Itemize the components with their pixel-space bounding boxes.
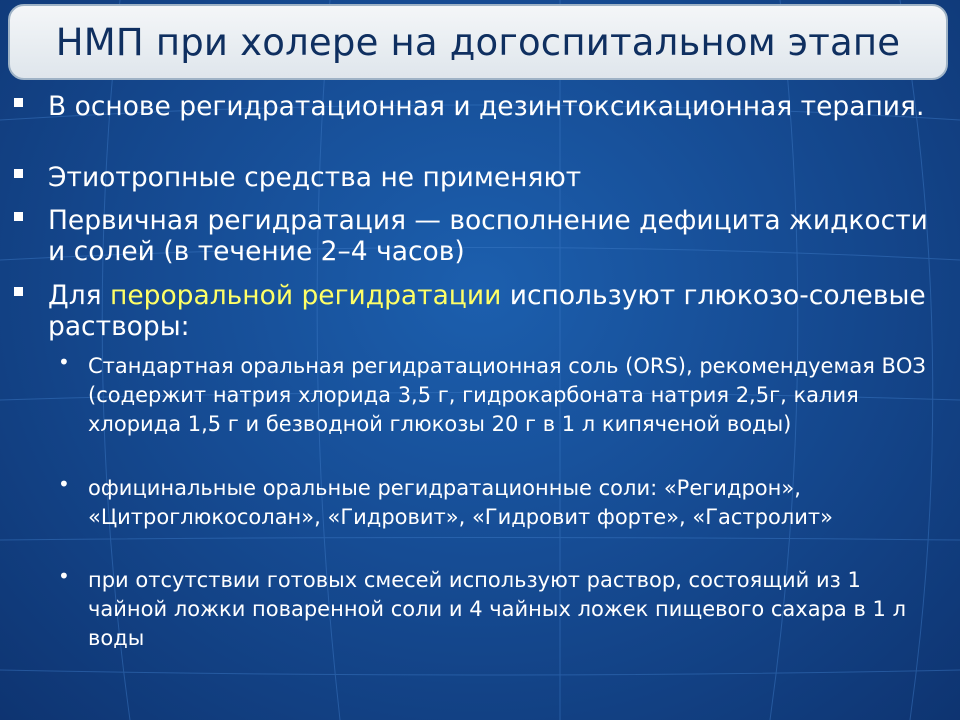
- sub-bullet-item: [58, 566, 938, 653]
- bullet-item: [14, 162, 944, 193]
- bullet-text: В основе регидратационная и дезинтоксикационная терапия.: [48, 91, 925, 122]
- sub-bullet-text: Стандартная оральная регидратационная соль (ORS), рекомендуемая ВОЗ (содержит натрия хлорида 3,5 г, гидрокарбоната натрия 2,5г, калия хлорида 1,5 г и безводной глюкозы 20 г в 1 л кипяченой воды): [88, 354, 926, 436]
- bullet-item: [14, 205, 944, 267]
- dot-bullet-icon: •: [58, 472, 70, 496]
- square-bullet-icon: [14, 212, 23, 221]
- bullet-text: [48, 280, 944, 342]
- dot-bullet-icon: •: [58, 564, 70, 588]
- bullet-text-highlight: пероральной регидратации: [110, 280, 502, 311]
- sub-bullet-text: официнальные оральные регидратационные соли: «Регидрон», «Цитроглюкосолан», «Гидровит», «Гидровит форте», «Гастролит»: [88, 476, 833, 529]
- bullet-text: Первичная регидратация — восполнение дефицита жидкости и солей (в течение 2–4 часов): [48, 205, 928, 267]
- square-bullet-icon: [14, 287, 23, 296]
- bullet-item: [14, 91, 944, 122]
- sub-bullet-item: [58, 352, 938, 439]
- square-bullet-icon: [14, 169, 23, 178]
- sub-bullet-item: [58, 474, 938, 532]
- slide-title: НМП при холере на догоспитальном этапе: [55, 20, 901, 64]
- bullet-text-post: используют глюкозо-солевые растворы:: [48, 280, 926, 342]
- title-box: [8, 4, 948, 80]
- bullet-text-pre: Для: [48, 280, 111, 311]
- dot-bullet-icon: •: [58, 350, 70, 374]
- square-bullet-icon: [14, 98, 23, 107]
- sub-bullet-text: при отсутствии готовых смесей используют раствор, состоящий из 1 чайной ложки поваренной соли и 4 чайных ложек пищевого сахара в 1 л воды: [88, 568, 906, 650]
- bullet-text-highlighted: Этиотропные средства не применяют: [48, 162, 582, 193]
- bullet-item: [14, 280, 944, 342]
